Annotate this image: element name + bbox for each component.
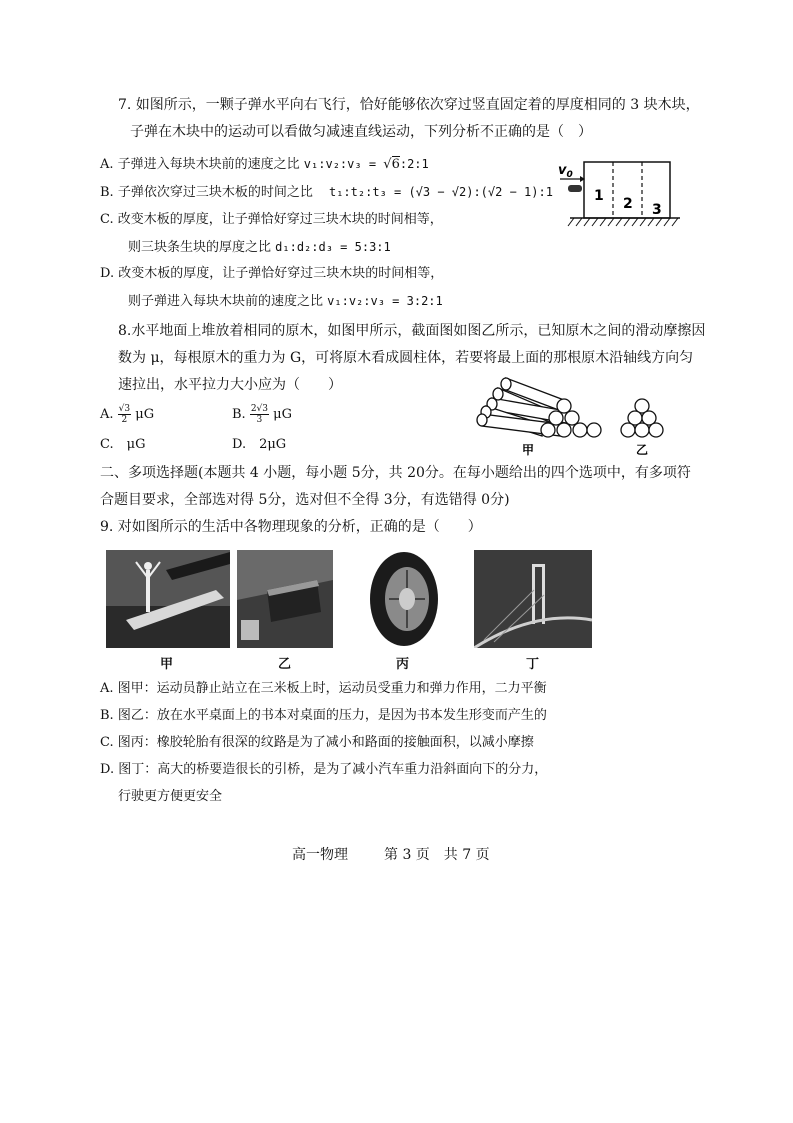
figure-label-yi: 乙 (636, 443, 649, 457)
logs-section-yi (621, 399, 663, 437)
photo-label-jia: 甲 (160, 657, 174, 672)
photo-ding-bridge (474, 550, 592, 648)
q9-option-c: C. 图丙：橡胶轮胎有很深的纹路是为了减小和路面的接触面积，以减小摩擦 (100, 735, 534, 750)
q8-option-a-fraction: $\frac{√3}{2}$ (118, 404, 131, 425)
tire-image (367, 550, 441, 648)
q8-stem-line-3: 速拉出，水平拉力大小应为（ ） (118, 377, 342, 393)
q8-option-b-label: B. (232, 407, 246, 422)
footer-subject: 高一物理 (292, 847, 348, 863)
block-label-2: 2 (623, 196, 633, 212)
q8-option-a (100, 404, 154, 425)
q7-option-c-line-2 (128, 238, 391, 257)
q9-option-d-line-1: D. 图丁：高大的桥要造很长的引桥，是为了减小汽车重力沿斜面向下的分力， (100, 762, 548, 777)
q7-option-b (100, 183, 553, 202)
photo-label-yi: 乙 (278, 657, 292, 672)
logs-stack-jia (477, 378, 601, 437)
sqrt-symbol: √ (383, 157, 392, 172)
q7-option-d-line-2 (128, 292, 443, 311)
q7-option-d-line-1: D. 改变木板的厚度，让子弹恰好穿过三块木块的时间相等， (100, 266, 444, 281)
v0-label: $v_0$ (558, 163, 573, 180)
book-on-table-image (237, 550, 333, 648)
figure-label-jia: 甲 (522, 443, 535, 457)
section2-line-1: 二、多项选择题(本题共 4 小题，每小题 5分，共 20分。在每小题给出的四个选项中，有多项符 (100, 465, 691, 481)
q7-option-a (100, 155, 429, 174)
q7-option-a-sqrt: 6 (391, 157, 400, 172)
q7-option-c-expr: d₁:d₂:d₃ = 5:3:1 (275, 240, 391, 254)
section2-line-2: 合题目要求，全部选对得 5分，选对但不全得 3分，有选错得 0分) (100, 492, 510, 508)
photo-jia-diving-board (106, 550, 230, 648)
q8-option-d: D. 2μG (232, 437, 287, 452)
ground-hatch (568, 218, 678, 226)
q7-option-a-expr-post: :2:1 (399, 157, 429, 171)
q7-stem-line-1: 7. 如图所示，一颗子弹水平向右飞行，恰好能够依次穿过竖直固定着的厚度相同的 3 块木块， (118, 97, 700, 113)
q8-option-a-label: A. (100, 407, 114, 422)
q7-option-c-line-1: C. 改变木板的厚度，让子弹恰好穿过三块木块的时间相等， (100, 212, 443, 227)
q8-option-a-tail: μG (135, 407, 155, 422)
diver-on-board-image (106, 550, 230, 648)
q8-stem-line-2: 数为 μ，每根原木的重力为 G，可将原木看成圆柱体，若要将最上面的那根原木沿轴线方向匀 (118, 350, 694, 366)
q8-option-b (232, 404, 292, 425)
q8-option-b-fraction: $\frac{2√3}{3}$ (250, 404, 269, 425)
q7-option-b-label: B. 子弹依次穿过三块木板的时间之比 (100, 185, 313, 200)
block-label-3: 3 (652, 202, 662, 218)
q7-stem-line-2: 子弹在木块中的运动可以看做匀减速直线运动，下列分析不正确的是（ ） (130, 124, 592, 140)
q8-stem-line-1: 8.水平地面上堆放着相同的原木，如图甲所示，截面图如图乙所示，已知原木之间的滑动摩擦因 (118, 323, 706, 339)
photo-bing-tire (367, 550, 441, 648)
q7-option-a-label: A. 子弹进入每块木块前的速度之比 (100, 157, 300, 172)
q8-logs-figure (476, 370, 676, 460)
q7-bullet-blocks-figure (556, 152, 686, 238)
q9-option-d-line-2: 行驶更方便更安全 (118, 789, 223, 804)
q7-option-b-expr: t₁:t₂:t₃ = (√3 − √2):(√2 − 1):1 (328, 185, 553, 199)
q8-option-b-tail: μG (273, 407, 292, 422)
q7-option-c-text: 则三块条生块的厚度之比 (128, 240, 272, 255)
q7-option-d-text: 则子弹进入每块木块前的速度之比 (128, 294, 324, 309)
photo-label-bing: 丙 (396, 657, 410, 672)
q8-option-c: C. μG (100, 437, 146, 452)
q9-option-a: A. 图甲：运动员静止站立在三米板上时，运动员受重力和弹力作用，二力平衡 (100, 681, 547, 696)
block-label-1: 1 (594, 188, 604, 204)
bullet-icon (568, 185, 582, 192)
bridge-image (474, 550, 592, 648)
photo-label-ding: 丁 (526, 657, 540, 672)
q7-option-a-expr-pre: v₁:v₂:v₃ = (303, 157, 384, 171)
q9-option-b: B. 图乙：放在水平桌面上的书本对桌面的压力，是因为书本发生形变而产生的 (100, 708, 547, 723)
footer-page-number: 第 3 页 共 7 页 (384, 847, 490, 863)
photo-yi-book-on-table (237, 550, 333, 648)
q7-option-d-expr: v₁:v₂:v₃ = 3:2:1 (327, 294, 443, 308)
q9-stem: 9. 对如图所示的生活中各物理现象的分析，正确的是（ ） (100, 519, 482, 535)
